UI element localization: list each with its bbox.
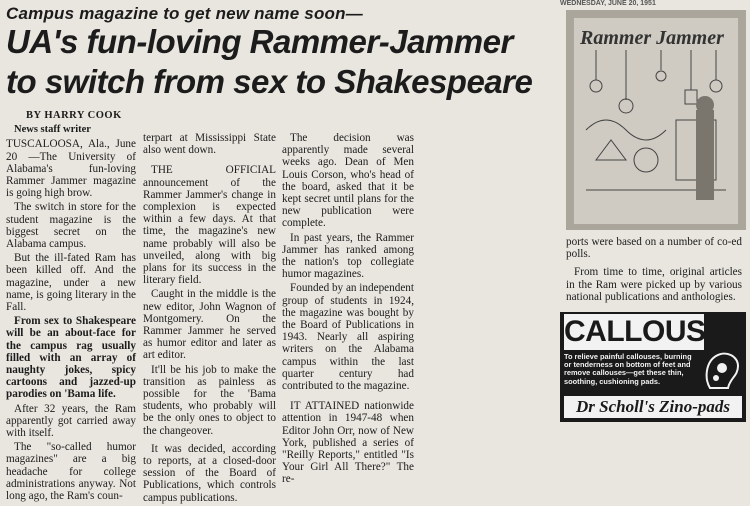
article-column-3 [282,132,414,488]
ad-body-text: To relieve painful callouses, burning or tenderness on bottom of feet and remove callouses—get these thin, soothing, cushioning pads. [564,352,692,386]
main-headline [6,22,566,102]
foot-icon [700,348,744,394]
byline: BY HARRY COOK [26,110,122,121]
paragraph: ports were based on a number of co-ed polls. [566,236,742,261]
paragraph: From time to time, original articles in the Ram were picked up by various national publications and anthologies. [566,266,742,303]
kicker-headline: Campus magazine to get new name soon— [6,4,363,23]
paragraph: It was decided, according to reports, at a closed-door session of the Board of Publications, which controls campus publications. [143,442,276,504]
paragraph: After 32 years, the Ram apparently got carried away with itself. [6,402,136,440]
headline-line-2: to switch from sex to Shakespeare [6,63,533,100]
paragraph: The "so-called humor magazines" are a big headache for college administrations anyway. Not long ago, the Ram's coun- [6,441,136,503]
paragraph: It'll be his job to make the transition as painless as possible for the 'Bama students, who probably will be the only ones to object to the changeover. [143,363,276,437]
paragraph: In past years, the Rammer Jammer has ranked among the nation's top collegiate humor magazines. [282,231,414,281]
byline-role: News staff writer [14,124,91,136]
article-column-1 [6,110,136,504]
paragraph: Caught in the middle is the new editor, John Wagnon of Montgomery. On the Rammer Jammer he served as humor editor and later as art editor. [143,288,276,362]
paragraph: Founded by an independent group of students in 1924, the magazine was bought by the Board of Publications in 1943. Nearly all aspiring writers on the Alabama campus within the last quarter century had contributed to the magazine. [282,282,414,393]
paragraph: From sex to Shakespeare will be an about-face for the campus rag usually filled with an array of naughty jokes, spicy cartoons and jazzed-up parodies on 'Bama life. [6,315,136,401]
paragraph: terpart at Mississippi State also went down. [143,132,276,157]
ad-brand: Dr Scholl's Zino-pads [564,396,742,418]
paragraph: IT ATTAINED nationwide attention in 1947-48 when Editor John Orr, now of New York, published a series of "Reilly Reports," entitled "Is Your Girl All There?" The re- [282,400,414,486]
paragraph: But the ill-fated Ram has been killed off. And the magazine, under a new name, is going literary in the Fall. [6,252,136,314]
cover-title: Rammer Jammer [580,27,724,49]
magazine-cover-photo [566,10,746,230]
cover-illustration-icon [566,10,746,230]
article-column-2 [143,132,276,506]
paragraph: The decision was apparently made several weeks ago. Dean of Men Louis Corson, who's head of the board, asked that it be kept secret until plans for the new publication were complete. [282,132,414,230]
headline-line-1: UA's fun-loving Rammer-Jammer [6,23,513,60]
paragraph: THE OFFICIAL announcement of the Rammer Jammer's change in complexion is expected within a few days. At that time, the magazine's new name probably will also be unveiled, along with big plans for its success in the literary field. [143,164,276,287]
date-line: WEDNESDAY, JUNE 20, 1951 [560,0,656,6]
ad-title: CALLOUSES [564,315,745,348]
article-column-4 [566,236,742,305]
paragraph: TUSCALOOSA, Ala., June 20 —The University of Alabama's fun-loving Rammer Jammer magazine is going high brow. [6,138,136,200]
paragraph: The switch in store for the student magazine is the biggest secret on the Alabama campus. [6,201,136,251]
callouses-advertisement [560,312,746,422]
